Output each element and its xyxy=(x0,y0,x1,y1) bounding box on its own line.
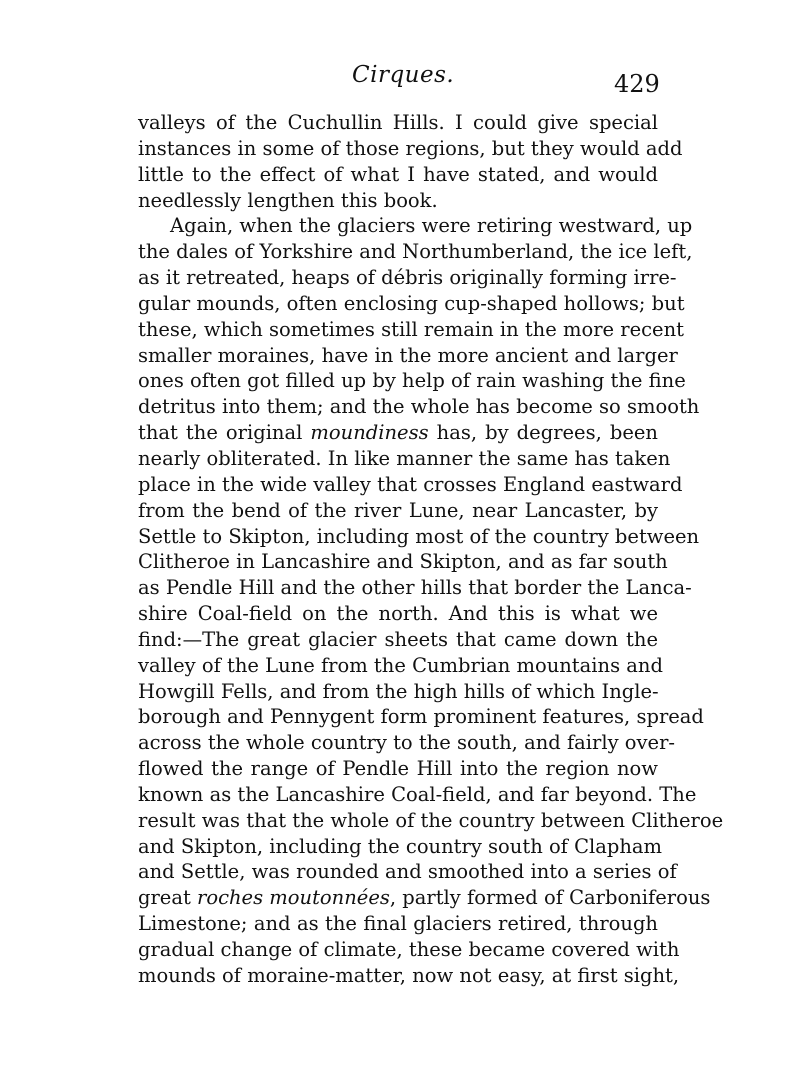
text-line: Limestone; and as the final glaciers retired, through xyxy=(138,912,658,936)
text-line: and Settle, was rounded and smoothed into a series of xyxy=(138,860,677,884)
text-line: across the whole country to the south, and fairly over- xyxy=(138,731,676,755)
text-line: borough and Pennygent form prominent features, spread xyxy=(138,705,704,729)
text-line: gular mounds, often enclosing cup-shaped hollows; but xyxy=(138,291,685,315)
text-line xyxy=(138,885,711,911)
page-number: 429 xyxy=(614,70,660,98)
text-line: these, which sometimes still remain in the more recent xyxy=(138,317,684,341)
text-run: , partly formed of Carboniferous xyxy=(389,886,711,910)
text-line: known as the Lancashire Coal-field, and far beyond. The xyxy=(138,782,697,806)
italic-term: roches moutonnées xyxy=(197,886,390,910)
text-line: smaller moraines, have in the more ancient and larger xyxy=(138,343,678,367)
text-run: has, by degrees, been xyxy=(436,421,658,445)
text-line: from the bend of the river Lune, near Lancaster, by xyxy=(138,498,658,522)
text-line: the dales of Yorkshire and Northumberland, the ice left, xyxy=(138,240,693,264)
text-line: needlessly lengthen this book. xyxy=(138,188,438,212)
text-line: little to the effect of what I have stated, and would xyxy=(138,162,658,186)
text-line: flowed the range of Pendle Hill into the region now xyxy=(138,757,658,781)
text-line: Howgill Fells, and from the high hills of which Ingle- xyxy=(138,679,659,703)
text-line: Settle to Skipton, including most of the country between xyxy=(138,524,700,548)
text-run: great xyxy=(138,886,191,910)
text-line: gradual change of climate, these became covered with xyxy=(138,938,680,961)
text-line: place in the wide valley that crosses England eastward xyxy=(138,472,683,496)
paragraph xyxy=(138,110,683,213)
text-line: instances in some of those regions, but they would add xyxy=(138,136,683,160)
text-line: ones often got filled up by help of rain washing the fine xyxy=(138,369,686,393)
text-line: as Pendle Hill and the other hills that border the Lanca- xyxy=(138,576,692,600)
text-line xyxy=(138,420,658,446)
text-line: as it retreated, heaps of débris originally forming irre- xyxy=(138,266,677,290)
text-line: and Skipton, including the country south of Clapham xyxy=(138,834,663,858)
paragraph xyxy=(138,213,724,988)
text-line: find:—The great glacier sheets that came down the xyxy=(138,627,658,651)
text-line: shire Coal-field on the north. And this is what we xyxy=(138,602,658,626)
text-line: detritus into them; and the whole has become so smooth xyxy=(138,395,700,419)
running-title: Cirques. xyxy=(352,62,455,88)
text-run: that the original xyxy=(138,421,303,445)
text-line: Again, when the glaciers were retiring westward, up xyxy=(170,214,693,238)
text-line: valley of the Lune from the Cumbrian mountains and xyxy=(138,653,663,677)
text-line: mounds of moraine-matter, now not easy, at first sight, xyxy=(138,963,680,987)
body-text xyxy=(138,110,724,989)
text-line: result was that the whole of the country between Clitheroe xyxy=(138,808,724,832)
text-line: valleys of the Cuchullin Hills. I could give special xyxy=(138,111,658,134)
italic-term: moundiness xyxy=(310,421,429,445)
text-line: Clitheroe in Lancashire and Skipton, and as far south xyxy=(138,550,668,574)
text-line: nearly obliterated. In like manner the same has taken xyxy=(138,446,671,470)
